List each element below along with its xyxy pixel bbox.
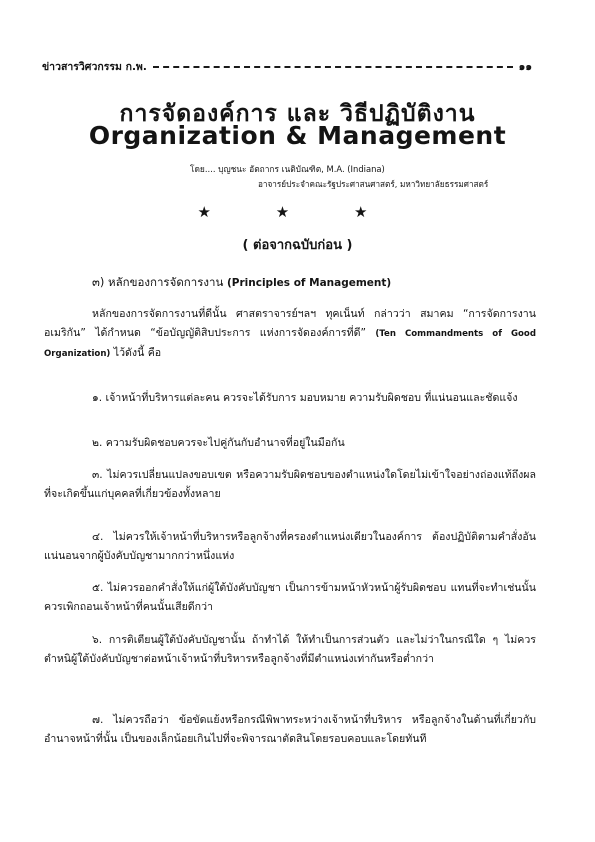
list-item — [44, 389, 536, 408]
intro-tail: ไว้ดังนี้ คือ — [113, 347, 162, 359]
list-item-number: ๑. — [92, 392, 103, 404]
page-number: ๑๑ — [518, 61, 532, 73]
section-title-thai: หลักของการจัดการงาน — [108, 275, 224, 289]
list-item — [44, 711, 536, 749]
list-item-text: ความรับผิดชอบควรจะไปคู่กันกับอำนาจที่อยู่ในมือกัน — [105, 437, 345, 449]
list-item-text: ไม่ควรให้เจ้าหน้าที่บริหารหรือลูกจ้างที่ครองตำแหน่งเดียวในองค์การ ต้องปฏิบัติตามคำสั่งอันแน่นอนจากผู้บังคับบัญชามากกว่าหนึ่งแห่ง — [44, 531, 537, 562]
intro-paragraph — [44, 305, 536, 364]
running-header — [42, 58, 532, 75]
list-item-number: ๓. — [92, 469, 103, 481]
list-item-text: ไม่ควรเปลี่ยนแปลงขอบเขต หรือความรับผิดชอบของตำแหน่งใดโดยไม่เข้าใจอย่างถ่องแท้ถึงผลที่จะเกิดขึ้นแก่บุคคลที่เกี่ยวข้องทั้งหลาย — [44, 469, 536, 500]
journal-name: ข่าวสารวิศวกรรม ก.พ. — [42, 61, 147, 73]
star-divider: ★ ★ ★ — [197, 203, 398, 221]
author-line: โดย.... บุญชนะ อัตถากร เนติบัณฑิต, M.A. (Indiana) — [190, 164, 385, 174]
list-item-number: ๗. — [92, 714, 104, 726]
list-item-number: ๒. — [92, 437, 103, 449]
title-thai: การจัดองค์การ และ วิธีปฏิบัติงาน — [119, 100, 476, 127]
section-heading — [92, 274, 391, 292]
intro-text: หลักของการจัดการงานที่ดีนั้น ศาสตราจารย์ฯลฯ ทุคเน็นท์ กล่าวว่า สมาคม “การจัดการงานอเมริกัน” ได้กำหนด “ข้อบัญญัติสิบประการ แห่งการจัดองค์การที่ดี” — [44, 308, 536, 339]
author-affiliation: อาจารย์ประจำคณะรัฐประศาสนศาสตร์, มหาวิทยาลัยธรรมศาสตร์ — [258, 179, 489, 189]
list-item — [44, 528, 536, 566]
list-item — [44, 631, 536, 669]
list-item — [44, 434, 536, 453]
list-item-text: ไม่ควรถือว่า ข้อขัดแย้งหรือกรณีพิพาทระหว่างเจ้าหน้าที่บริหาร หรือลูกจ้างในด้านที่เกี่ยวกับอำนาจหน้าที่นั้น เป็นของเล็กน้อยเกินไปที่จะพิจารณาตัดสินโดยรอบคอบและโดยทันที — [44, 714, 536, 745]
section-number: ๓) — [92, 275, 105, 289]
list-item-text: ไม่ควรออกคำสั่งให้แก่ผู้ใต้บังคับบัญชา เป็นการข้ามหน้าหัวหน้าผู้รับผิดชอบ แทนที่จะทำเช่นนั้น ควรเพิกถอนเจ้าหน้าที่คนนั้นเสียดีกว่า — [44, 582, 536, 613]
list-item-number: ๖. — [92, 634, 103, 646]
list-item — [44, 466, 536, 504]
title-english: Organization & Management — [88, 121, 507, 150]
list-item-number: ๔. — [92, 531, 104, 543]
intro-english-phrase: (Ten Commandments of Good Organization) — [44, 329, 536, 359]
list-item-text: เจ้าหน้าที่บริหารแต่ละคน ควรจะได้รับการ มอบหมาย ความรับผิดชอบ ที่แน่นอนและชัดแจ้ง — [105, 392, 518, 404]
header-rule — [153, 66, 513, 68]
list-item — [44, 579, 536, 617]
section-title-english: (Principles of Management) — [226, 277, 392, 289]
list-item-number: ๕. — [92, 582, 104, 594]
list-item-text: การติเตียนผู้ใต้บังคับบัญชานั้น ถ้าทำได้ ให้ทำเป็นการส่วนตัว และไม่ว่าในกรณีใด ๆ ไม่ควรตำหนิผู้ใต้บังคับบัญชาต่อหน้าเจ้าหน้าที่บริหารหรือลูกจ้างที่มีตำแหน่งเท่ากันหรือต่ำกว่า — [44, 634, 537, 665]
continued-note: ( ต่อจากฉบับก่อน ) — [242, 238, 353, 253]
